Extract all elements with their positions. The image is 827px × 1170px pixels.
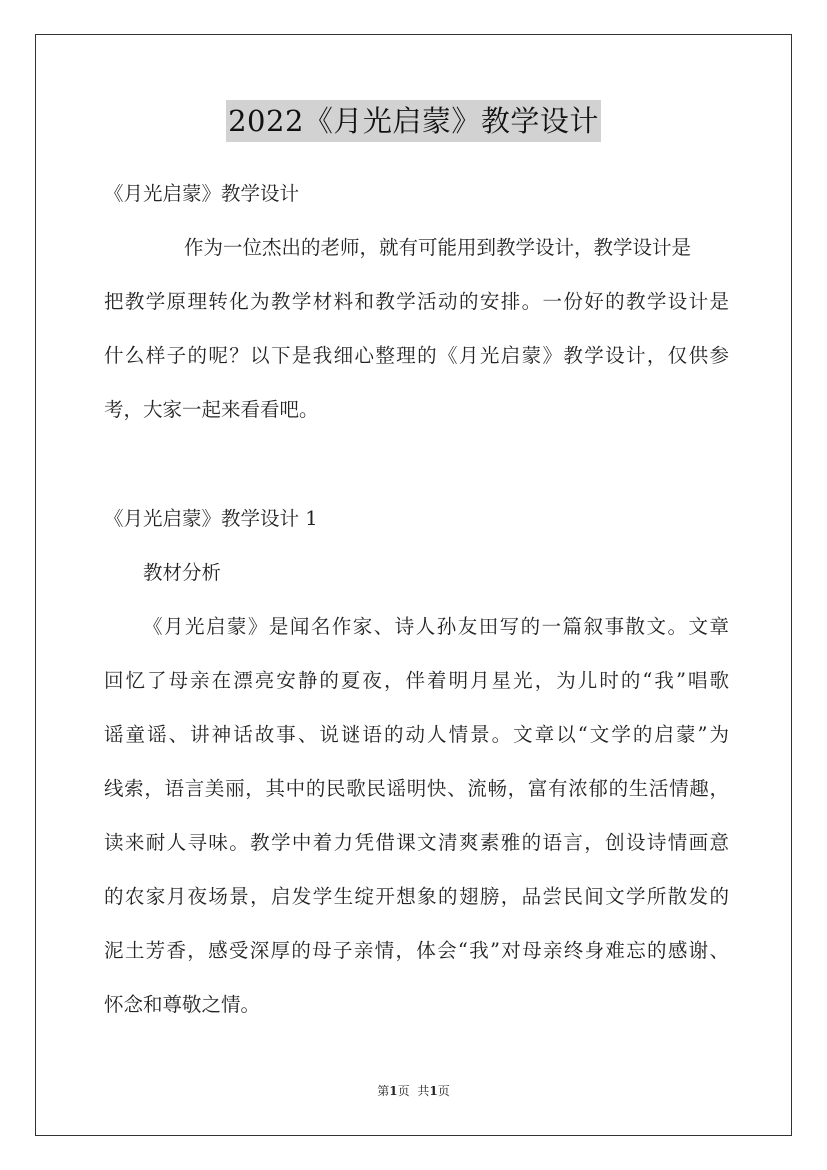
analysis-line-7: 泥土芳香，感受深厚的母子亲情，体会“我”对母亲终身难忘的感谢、 (104, 939, 729, 962)
intro-line-2: 把教学原理转化为教学材料和教学活动的安排。一份好的教学设计是 (104, 290, 729, 313)
footer-total-prefix: 共 (417, 1084, 430, 1098)
footer-page-number: 1 (389, 1084, 398, 1098)
footer-total-suffix: 页 (437, 1084, 450, 1098)
footer-total-number: 1 (429, 1084, 438, 1098)
analysis-line-6: 的农家月夜场景，启发学生绽开想象的翅膀，品尝民间文学所散发的 (104, 885, 729, 908)
section-heading: 《月光启蒙》教学设计 1 (104, 507, 318, 530)
subsection-heading: 教材分析 (143, 561, 222, 584)
document-subtitle: 《月光启蒙》教学设计 (104, 182, 300, 205)
intro-line-1: 作为一位杰出的老师，就有可能用到教学设计，教学设计是 (184, 236, 692, 259)
document-title: 2022《月光启蒙》教学设计 (226, 100, 601, 142)
analysis-line-2: 回忆了母亲在漂亮安静的夏夜，伴着明月星光，为儿时的“我”唱歌 (104, 669, 729, 692)
footer-page-prefix: 第 (377, 1084, 390, 1098)
analysis-line-8: 怀念和尊敬之情。 (104, 993, 261, 1016)
intro-line-3: 什么样子的呢？以下是我细心整理的《月光启蒙》教学设计，仅供参 (104, 344, 729, 367)
intro-line-4: 考，大家一起来看看吧。 (104, 398, 319, 421)
analysis-line-4: 线索，语言美丽，其中的民歌民谣明快、流畅，富有浓郁的生活情趣， (104, 777, 729, 800)
page-footer (0, 1083, 827, 1099)
footer-page-suffix: 页 (397, 1084, 410, 1098)
analysis-line-5: 读来耐人寻味。教学中着力凭借课文清爽素雅的语言，创设诗情画意 (104, 831, 729, 854)
title-container (0, 100, 827, 142)
analysis-line-3: 谣童谣、讲神话故事、说谜语的动人情景。文章以“文学的启蒙”为 (104, 723, 729, 746)
analysis-line-1: 《月光启蒙》是闻名作家、诗人孙友田写的一篇叙事散文。文章 (143, 615, 729, 638)
